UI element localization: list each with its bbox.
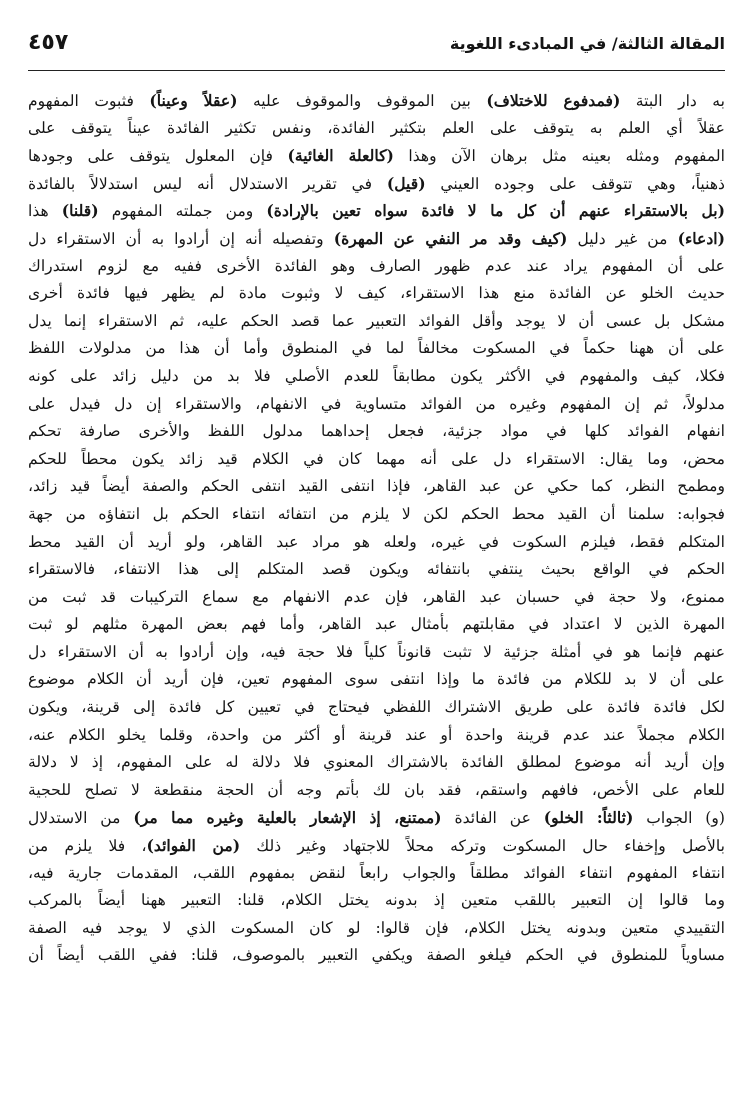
text-line bbox=[28, 694, 725, 722]
text-line bbox=[28, 915, 725, 943]
text-line bbox=[28, 170, 725, 198]
text-run: ، فلا يلزم من bbox=[28, 837, 147, 856]
bold-phrase: (ثالثاً: الخلو) bbox=[543, 808, 634, 828]
text-run: التقييدي متعين وبدونه يختل الكلام، فإن قالوا: لو كان المسكوت الذي لا يوجد فيه الصفة bbox=[28, 918, 725, 937]
body-text bbox=[28, 87, 725, 970]
text-run: مدلولاً، ثم إن المفهوم وغيره من الفوائد متساوية في الانفهام، والاستقراء إن دل فيدل على bbox=[28, 394, 725, 413]
text-run: فإن المعلول يتوقف على وجودها bbox=[28, 147, 288, 166]
text-run: (و) الجواب bbox=[633, 809, 725, 828]
text-run: عنهم فإنما هو في أمثلة جزئية لا تثبت قانوناً كلياً فلا حجة فيه، وإن أرادوا به أن الاستقراء دل bbox=[28, 642, 725, 661]
bold-phrase: (ممتنع، إذ الإشعار بالعلية وغيره مما مر) bbox=[133, 808, 442, 828]
text-line bbox=[28, 777, 725, 805]
text-run: مساوياً للمنطوق في الحكم فيلغو الصفة ويكفي التعبير بالموصوف، قلنا: ففي اللقب أيضاً أن bbox=[28, 946, 725, 965]
bold-phrase: (بل بالاستقراء عنهم أن كل ما لا فائدة سواه تعين بالإرادة) bbox=[266, 201, 725, 221]
text-line bbox=[28, 363, 725, 391]
text-line bbox=[28, 749, 725, 777]
text-line bbox=[28, 142, 725, 170]
text-line bbox=[28, 722, 725, 750]
text-line bbox=[28, 115, 725, 143]
text-run: على أن ههنا حكماً في المسكوت مخالفاً لما في المنطوق وأما أن هذا من مدلولات اللفظ bbox=[28, 339, 725, 358]
bold-phrase: (قلنا) bbox=[61, 201, 99, 221]
running-title: المقالة الثالثة/ في المبادىء اللغوية bbox=[449, 34, 725, 53]
text-run: ذهنياً، وهي تتوقف على وجوده العيني bbox=[425, 174, 725, 193]
text-run: فجوابه: سلمنا أن القيد محط الحكم لكن لا يلزم من انتفائه انتفاء الحكم بل انتفاؤه من جهة bbox=[28, 504, 725, 523]
text-line bbox=[28, 197, 725, 225]
text-line bbox=[28, 225, 725, 253]
text-run: الكلام مجملاً عند عدم قرينة واحدة أو عند قرينة أو أكثر من واحدة، وقلما يخلو الكلام عنه، bbox=[28, 725, 725, 744]
text-run: للعام على الأخص، فافهم واستقم، فقد بان لك بأتم وجه أن الحجة منقطعة لا تصلح للحجية bbox=[28, 780, 725, 799]
text-run: عن الفائدة bbox=[441, 809, 544, 828]
text-line bbox=[28, 418, 725, 446]
text-run: عقلاً أي العلم به يتوقف على العلم بتكثير الفائدة، ونفس تكثير الفائدة عيناً يتوقف على bbox=[28, 118, 725, 137]
text-line bbox=[28, 832, 725, 860]
text-line bbox=[28, 473, 725, 501]
text-run: من الاستدلال bbox=[28, 809, 134, 828]
text-line bbox=[28, 501, 725, 529]
text-line bbox=[28, 87, 725, 115]
text-line bbox=[28, 280, 725, 308]
text-run: ومطمح النظر، كما حكي عن عبد القاهر، فإذا انتفى القيد انتفى الحكم والصفة أيضاً قيد زائد، bbox=[28, 477, 725, 496]
text-line bbox=[28, 584, 725, 612]
text-run: وما قالوا إن التعبير باللقب متعين إذ بدونه يختل الكلام، قلنا: التعبير ههنا أيضاً بالمركب bbox=[28, 891, 725, 910]
bold-phrase: (كيف وقد مر النفي عن المهرة) bbox=[333, 228, 568, 248]
text-run: انتفاء المفهوم انتفاء الفوائد مطلقاً والجواب رابعاً لنقض بمفهوم اللقب، المقدمات جارية فيه، bbox=[28, 863, 725, 882]
text-line bbox=[28, 887, 725, 915]
page-header bbox=[28, 30, 725, 74]
text-run: على أن لا بد للكلام من فائدة ما وإذا انتفى سوى المفهوم تعين، فإن أريد أن الكلام موضوع bbox=[28, 670, 725, 689]
text-line bbox=[28, 253, 725, 281]
text-run: المهرة الذين لا اعتداد في مقابلتهم بأمثال عبد القاهر، وأما فهم بعض المهرة مثلهم لو ثبت bbox=[28, 615, 725, 634]
header-rule bbox=[28, 70, 725, 71]
text-run: الحكم في الواقع بحيث ينتفي بانتفائه ويكون قصد المتكلم إلى هذا الانتفاء، فالاستقراء bbox=[28, 560, 725, 579]
text-run: مشكل بل عسى أن لا يوجد وأقل الفوائد التعبير عما قصد الحكم عليه، ثم الاستقراء إنما يدل bbox=[28, 311, 725, 330]
text-line bbox=[28, 529, 725, 557]
bold-phrase: (فمدفوع للاختلاف) bbox=[486, 91, 621, 110]
text-run: به دار البتة bbox=[620, 92, 725, 110]
text-run: بالأصل وإخفاء حال المسكوت وتركه محلاً للاجتهاد وغير ذلك bbox=[240, 837, 725, 856]
text-run: هذا bbox=[28, 202, 62, 221]
bold-phrase: (كالعلة الغائية) bbox=[287, 146, 394, 166]
text-line bbox=[28, 804, 725, 832]
text-run: وتفصيله أنه إن أرادوا به أن الاستقراء دل bbox=[28, 229, 334, 248]
text-line bbox=[28, 446, 725, 474]
bold-phrase: (قيل) bbox=[386, 173, 426, 193]
text-run: وإن أريد أنه موضوع لمطلق الفائدة بالاشتراك المعنوي فلا دلالة له على المفهوم، إذ لا دلالة bbox=[28, 753, 725, 772]
text-run: المفهوم ومثله بعينه مثل برهان الآن وهذا bbox=[393, 147, 725, 166]
text-run: من غير دليل bbox=[567, 229, 678, 248]
text-run: حديث الخلو عن الفائدة منع هذا الاستقراء، كيف لا وثبوت مادة لم يظهر فيها فائدة أخرى bbox=[28, 284, 725, 303]
text-line bbox=[28, 611, 725, 639]
text-line bbox=[28, 556, 725, 584]
text-run: لكل فائدة فائدة على طريق الاشتراك اللفظي فيحتاج في تعيين كل فائدة إلى قرينة، ويكون bbox=[28, 698, 725, 717]
text-run: المتكلم فقط، فيلزم السكوت في غيره، ولعله هو مراد عبد القاهر، ولو أريد أن القيد محط bbox=[28, 532, 725, 551]
text-line bbox=[28, 639, 725, 667]
text-line bbox=[28, 335, 725, 363]
text-run: ومن جملته المفهوم bbox=[98, 202, 267, 221]
text-run: انفهام الفوائد كلها في مواد جزئية، فجعل إحداهما مدلول اللفظ والأخرى صارفة تحكم bbox=[28, 422, 725, 441]
bold-phrase: (ادعاء) bbox=[677, 228, 725, 248]
text-run: على أن المفهوم يراد عند عدم ظهور الصارف وهو الفائدة الأخرى ففيه مع لزوم استدراك bbox=[28, 256, 725, 275]
text-run: محض، وما يقال: الاستقراء دل على أنه مهما كان في الكلام قيد زائد يكون محطاً للحكم bbox=[28, 449, 725, 468]
text-line bbox=[28, 666, 725, 694]
text-run: فكلا، كيف والمفهوم في الأكثر يكون مطابقاً للعدم الأصلي فلا بد من دليل زائد على كونه bbox=[28, 366, 725, 385]
text-run: ممنوع، ولا حجة في حسبان عبد القاهر، فإن عدم الانفهام مع سماع التركيبات قد ثبت من bbox=[28, 587, 725, 606]
text-line bbox=[28, 942, 725, 970]
text-line bbox=[28, 308, 725, 336]
text-run: في تقرير الاستدلال أنه ليس استدلالاً بالفائدة bbox=[28, 174, 387, 193]
text-line bbox=[28, 860, 725, 888]
text-line bbox=[28, 391, 725, 419]
bold-phrase: (من الفوائد) bbox=[146, 836, 241, 856]
text-run: فثبوت المفهوم bbox=[28, 92, 150, 110]
page-number: ٤٥٧ bbox=[28, 30, 69, 55]
bold-phrase: (عقلاً وعيناً) bbox=[149, 91, 238, 110]
text-run: بين الموقوف والموقوف عليه bbox=[237, 92, 487, 110]
